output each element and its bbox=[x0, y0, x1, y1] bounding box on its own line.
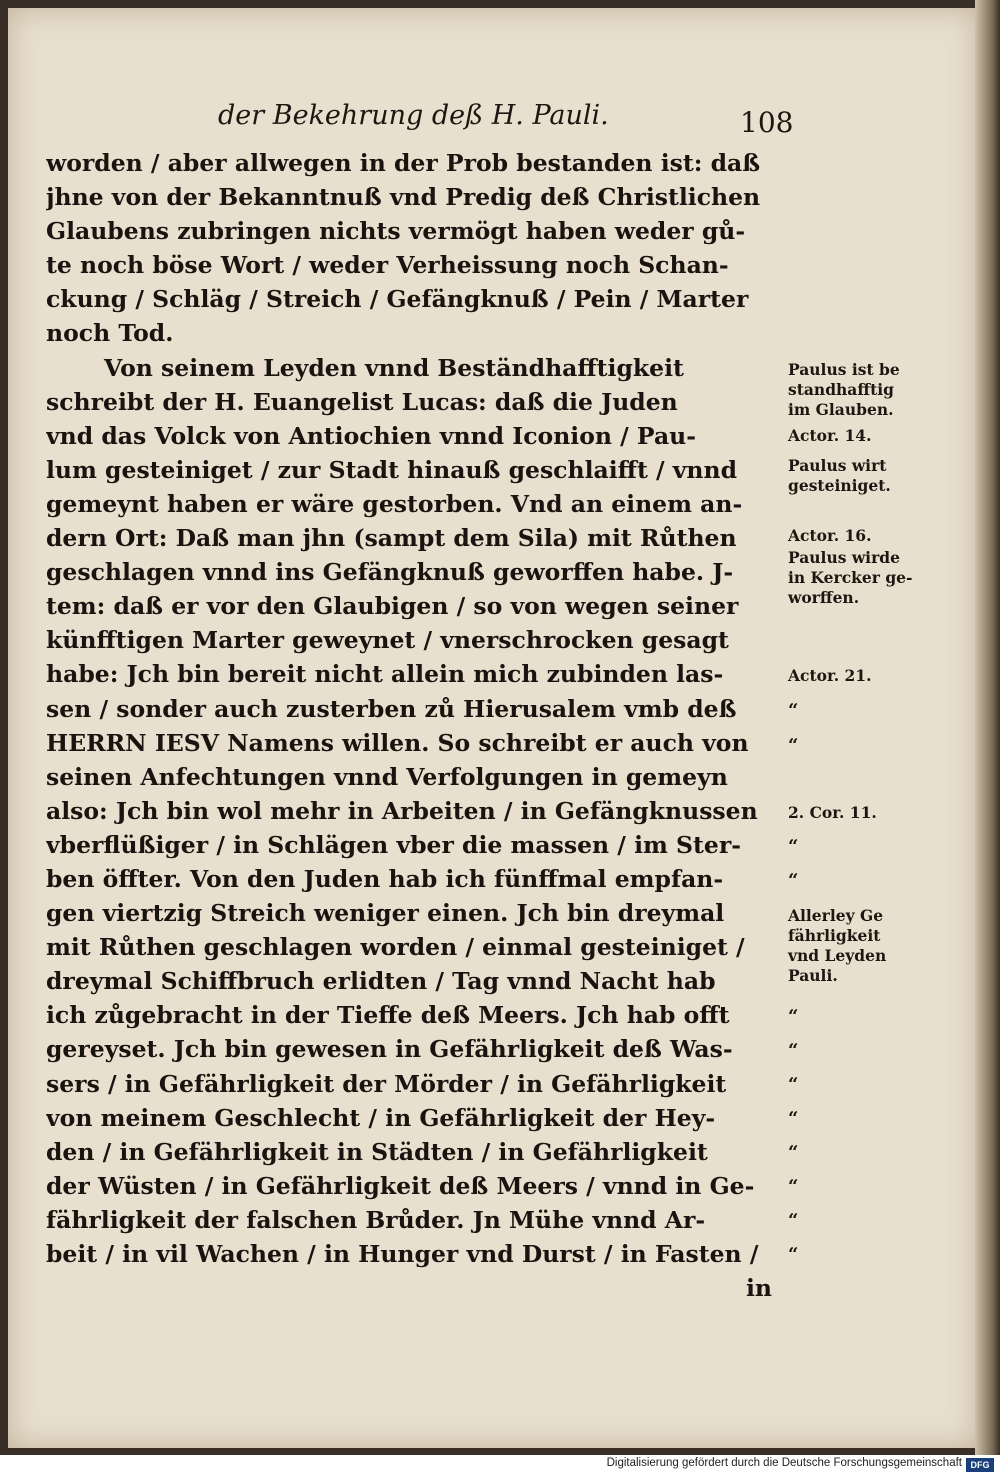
text-line: te noch böse Wort / weder Verheissung noch Schan- bbox=[46, 251, 729, 280]
text-line: künfftigen Marter geweynet / vnerschrocken gesagt bbox=[46, 626, 729, 655]
quote-mark: “ bbox=[788, 836, 799, 857]
page-number: 108 bbox=[740, 106, 794, 139]
text-line: dern Ort: Daß man jhn (sampt dem Sila) mit Růthen bbox=[46, 524, 737, 553]
quote-mark: “ bbox=[788, 1244, 799, 1265]
text-line: Glaubens zubringen nichts vermögt haben weder gů- bbox=[46, 217, 746, 246]
text-line: habe: Jch bin bereit nicht allein mich zubinden las- bbox=[46, 660, 724, 689]
text-line: den / in Gefährligkeit in Städten / in Gefährligkeit bbox=[46, 1137, 708, 1166]
margin-note: Allerley Ge fährligkeit vnd Leyden Pauli. bbox=[788, 906, 887, 985]
text-line: lum gesteiniget / zur Stadt hinauß geschlaifft / vnnd bbox=[46, 455, 738, 484]
running-title: der Bekehrung deß H. Pauli. bbox=[218, 100, 609, 131]
quote-mark: “ bbox=[788, 1040, 799, 1061]
book-page bbox=[8, 8, 978, 1448]
text-line: sen / sonder auch zusterben zů Hierusalem vmb deß bbox=[46, 694, 737, 723]
margin-note: Actor. 21. bbox=[788, 666, 872, 685]
text-line: gereyset. Jch bin gewesen in Gefährligkeit deß Was- bbox=[46, 1035, 733, 1064]
marginal-notes bbox=[788, 8, 938, 1448]
quote-mark: “ bbox=[788, 1210, 799, 1231]
text-line: worden / aber allwegen in der Prob bestanden ist: daß bbox=[46, 149, 761, 177]
text-line: tem: daß er vor den Glaubigen / so von wegen seiner bbox=[46, 592, 739, 621]
text-line: von meinem Geschlecht / in Gefährligkeit der Hey- bbox=[46, 1103, 716, 1132]
text-line: ckung / Schläg / Streich / Gefängknuß / Pein / Marter bbox=[46, 285, 749, 314]
quote-mark: “ bbox=[788, 735, 799, 756]
text-line: vberflüßiger / in Schlägen vber die massen / im Ster- bbox=[46, 830, 741, 859]
margin-note: Paulus wirt gesteiniget. bbox=[788, 456, 891, 495]
text-line: seinen Anfechtungen vnnd Verfolgungen in gemeyn bbox=[46, 762, 728, 791]
margin-note: Paulus wirde in Kercker ge- worffen. bbox=[788, 548, 913, 607]
text-line: mit Růthen geschlagen worden / einmal gesteiniget / bbox=[46, 933, 745, 962]
text-line: beit / in vil Wachen / in Hunger vnd Durst / in Fasten / bbox=[46, 1240, 759, 1268]
text-line: also: Jch bin wol mehr in Arbeiten / in Gefängknussen bbox=[46, 796, 758, 825]
text-line: Von seinem Leyden vnnd Beständhafftigkeit bbox=[104, 353, 684, 382]
quote-mark: “ bbox=[788, 1006, 799, 1027]
text-line: der Wüsten / in Gefährligkeit deß Meers / vnnd in Ge- bbox=[46, 1171, 755, 1200]
text-line: fährligkeit der falschen Brůder. Jn Mühe vnnd Ar- bbox=[46, 1205, 706, 1234]
quote-mark: “ bbox=[788, 1074, 799, 1095]
margin-note: Paulus ist be standhafftig im Glauben. bbox=[788, 360, 900, 419]
quote-mark: “ bbox=[788, 1142, 799, 1163]
quote-mark: “ bbox=[788, 870, 799, 891]
body-text bbox=[46, 146, 781, 1305]
funding-credit: Digitalisierung gefördert durch die Deutsche Forschungsgemeinschaft bbox=[606, 1457, 962, 1469]
margin-note: Actor. 16. bbox=[788, 526, 872, 545]
margin-note: Actor. 14. bbox=[788, 426, 872, 445]
quote-mark: “ bbox=[788, 1176, 799, 1197]
text-line: geschlagen vnnd ins Gefängknuß geworffen habe. J- bbox=[46, 558, 734, 587]
digitization-footer bbox=[0, 1455, 1000, 1476]
page-edge-shadow bbox=[975, 0, 1000, 1455]
quote-mark: “ bbox=[788, 700, 799, 721]
text-line: schreibt der H. Euangelist Lucas: daß die Juden bbox=[46, 387, 678, 416]
text-line: HERRN IESV Namens willen. So schreibt er auch von bbox=[46, 728, 749, 757]
margin-note: 2. Cor. 11. bbox=[788, 803, 877, 822]
text-line: gen viertzig Streich weniger einen. Jch bin dreymal bbox=[46, 899, 725, 928]
text-line: gemeynt haben er wäre gestorben. Vnd an einem an- bbox=[46, 489, 743, 518]
dfg-logo: DFG bbox=[966, 1458, 994, 1472]
text-line: noch Tod. bbox=[46, 319, 174, 348]
text-line: sers / in Gefährligkeit der Mörder / in Gefährligkeit bbox=[46, 1069, 727, 1098]
quote-mark: “ bbox=[788, 1108, 799, 1129]
text-line: jhne von der Bekanntnuß vnd Predig deß Christlichen bbox=[46, 183, 761, 212]
text-line: dreymal Schiffbruch erlidten / Tag vnnd Nacht hab bbox=[46, 967, 716, 996]
catchword: in bbox=[746, 1274, 773, 1303]
text-line: ich zůgebracht in der Tieffe deß Meers. Jch hab offt bbox=[46, 1001, 730, 1030]
text-line: ben öffter. Von den Juden hab ich fünffmal empfan- bbox=[46, 864, 724, 893]
text-line: vnd das Volck von Antiochien vnnd Iconion / Pau- bbox=[46, 421, 697, 450]
